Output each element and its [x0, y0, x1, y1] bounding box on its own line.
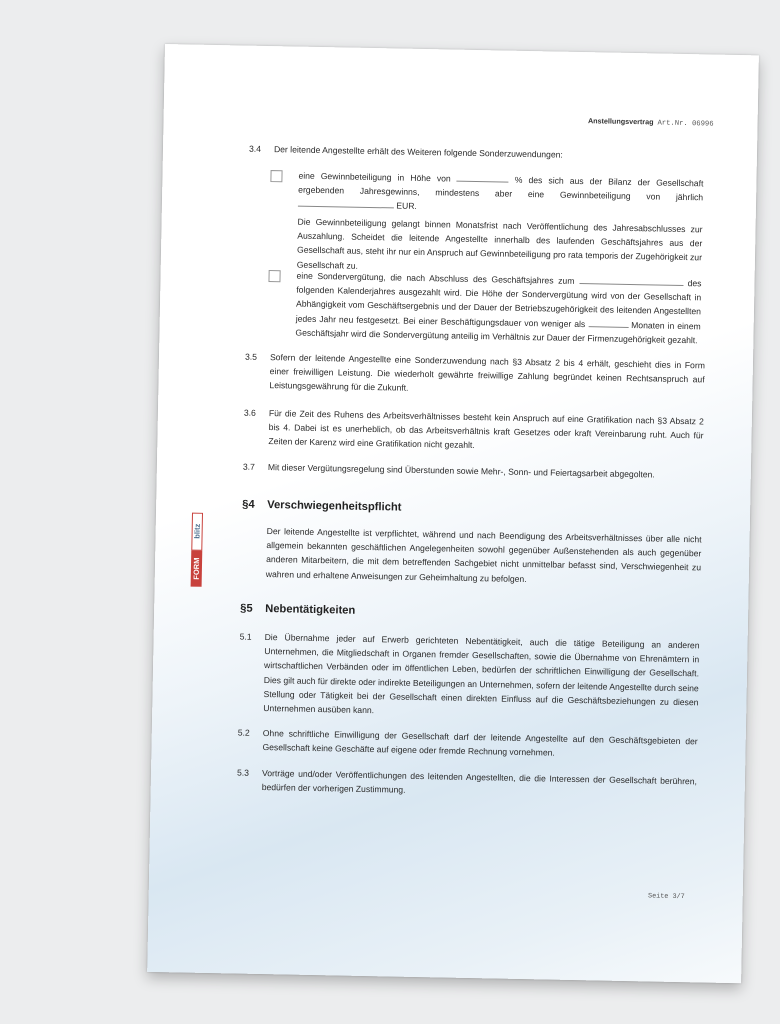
- clause-3-4: [249, 142, 709, 165]
- checkbox-profit-share[interactable]: [270, 170, 282, 182]
- clause-number: 5.3: [236, 767, 250, 778]
- option-text-a: eine Gewinnbeteiligung in Höhe von: [298, 170, 451, 184]
- section-heading-5: [240, 602, 355, 618]
- clause-number: 3.5: [244, 351, 258, 362]
- clause-text: Die Übernahme jeder auf Erwerb gerichteten Nebentätigkeit, auch die tätige Beteiligung an anderen Unternehmen, die Mitgliedschaft in Organen fremder Gesellschaften, sowie die Übernahme von Ehrenämtern in wirtschaftlichen Verbänden oder im öffentlichen Leben, bedürfen der schriftlichen Einwilligung der Gesellschaft. Dies gilt auch für direkte oder indirekte Beteiligungen an Unternehmen, sofern der leitende Angestellte durch seine Stellung oder Tätigkeit bei der Gesellschaft einen direkten Einfluss auf die Geschäftsbeziehungen zu diesen Unternehmen ausüben kann.: [263, 632, 700, 716]
- formblitz-logo: [191, 513, 204, 587]
- logo-blitz: blitz: [191, 513, 203, 551]
- profit-share-paragraph: Die Gewinnbeteiligung gelangt binnen Monatsfrist nach Veröffentlichung des Jahresabschlusses zur Auszahlung. Scheidet die leitende Angestellte innerhalb des laufenden Geschäftsjahres aus der Gesellschaft aus, steht ihr nur ein Anspruch auf Gewinnbeteiligung pro rata temporis der Zugehörigkeit zur Gesellschaft zu.: [296, 216, 703, 271]
- clause-number: 3.7: [242, 461, 255, 472]
- clause-text: Sofern der leitende Angestellte eine Sonderzuwendung nach §3 Absatz 2 bis 4 erhält, geschieht dies in Form einer freiwilligen Leistung. Die wiederholt gewährte freiwillige Zahlung begründet keinen Rechtsanspruch auf Leistungsgewährung für die Zukunft.: [269, 352, 706, 394]
- clause-5-1: [238, 630, 700, 724]
- option-special-payment: [267, 268, 701, 347]
- input-payment-date[interactable]: [579, 274, 683, 286]
- article-number: Art.Nr. 06996: [657, 119, 714, 129]
- checkbox-special-payment[interactable]: [268, 270, 280, 282]
- option-text-c: EUR.: [396, 200, 417, 212]
- section-title: Nebentätigkeiten: [265, 603, 356, 617]
- clause-text: Ohne schriftliche Einwilligung der Gesellschaft darf der leitende Angestellte auf den Geschäftsgebieten der Gesellschaft keine Geschäfte auf eigene oder fremde Rechnung vornehmen.: [262, 728, 698, 758]
- clause-number: 3.4: [248, 143, 262, 154]
- clause-3-6: [243, 406, 704, 457]
- section-number: §5: [240, 602, 253, 615]
- document-page: [147, 44, 759, 983]
- input-amount[interactable]: [298, 197, 394, 209]
- clause-number: 3.6: [243, 407, 256, 418]
- document-title: Anstellungsvertrag: [587, 116, 654, 127]
- option-text-b: % des sich aus der Bilanz der Gesellschaft ergebenden Jahresgewinns, mindestens aber eine Gewinnbeteiligung von jährlich: [298, 174, 704, 203]
- clause-number: 5.2: [237, 727, 250, 738]
- clause-3-5: [244, 350, 705, 401]
- clause-number: 5.1: [239, 631, 252, 642]
- clause-5-3: [237, 766, 697, 803]
- option-text-a: eine Sondervergütung, die nach Abschluss des Geschäftsjahres zum: [296, 270, 575, 286]
- option-text-c: Monaten in einem Geschäftsjahr wird die Sondervergütung anteilig im Verhältnis zur Dauer der Firmenzugehörigkeit gezahlt.: [295, 319, 701, 346]
- paragraph-text: Der leitende Angestellte ist verpflichtet, während und nach Beendigung des Arbeitsverhältnisses über alle nicht allgemein bekannten geschäftlichen Angelegenheiten sowohl gegenüber Außenstehenden als auch gegenüber anderen Mitarbeitern, die mit dem betreffenden Sachgebiet nicht unmittelbar befasst sind, Verschwiegenheit zu wahren und erhaltene Anweisungen zur Geheimhaltung zu befolgen.: [265, 526, 702, 584]
- section-title: Verschwiegenheitspflicht: [267, 499, 402, 514]
- section-4-text: [266, 524, 702, 589]
- clause-3-7: [243, 460, 703, 483]
- option-profit-share: [270, 168, 704, 219]
- clause-text: Mit dieser Vergütungsregelung sind Überstunden sowie Mehr-, Sonn- und Feiertagsarbeit abgegolten.: [267, 462, 655, 480]
- clause-text: Der leitende Angestellte erhält des Weiteren folgende Sonderzuwendungen:: [273, 144, 563, 160]
- clause-text: Vorträge und/oder Veröffentlichungen des leitenden Angestellten, die die Interessen der Gesellschaft berühren, bedürfen der vorherigen Zustimmung.: [261, 767, 698, 795]
- section-heading-4: [242, 498, 402, 515]
- page-number: Seite 3/7: [647, 892, 685, 902]
- logo-form: FORM: [191, 551, 203, 587]
- page-header: [588, 114, 714, 132]
- clause-text: Für die Zeit des Ruhens des Arbeitsverhältnisses besteht kein Anspruch auf eine Gratifikation nach §3 Absatz 2 bis 4. Dabei ist es unerheblich, ob das Arbeitsverhältnis kraft Gesetzes oder kraft Vereinbarung ruht. Auch für Zeiten der Karenz wird eine Gratifikation nicht gezahlt.: [268, 408, 704, 451]
- clause-5-2: [237, 726, 697, 763]
- section-number: §4: [242, 498, 255, 511]
- input-months[interactable]: [588, 317, 628, 328]
- input-percentage[interactable]: [457, 172, 509, 183]
- option-text-b: des folgenden Kalenderjahres ausgezahlt wird. Die Höhe der Sondervergütung wird von der Gesellschaft in Abhängigkeit vom Geschäftsergebnis und der Dauer der Betriebszugehörigkeit des leitenden Angestellten jedes Jahr neu festgesetzt. Bei einer Beschäftigungsdauer von weniger als: [295, 278, 702, 329]
